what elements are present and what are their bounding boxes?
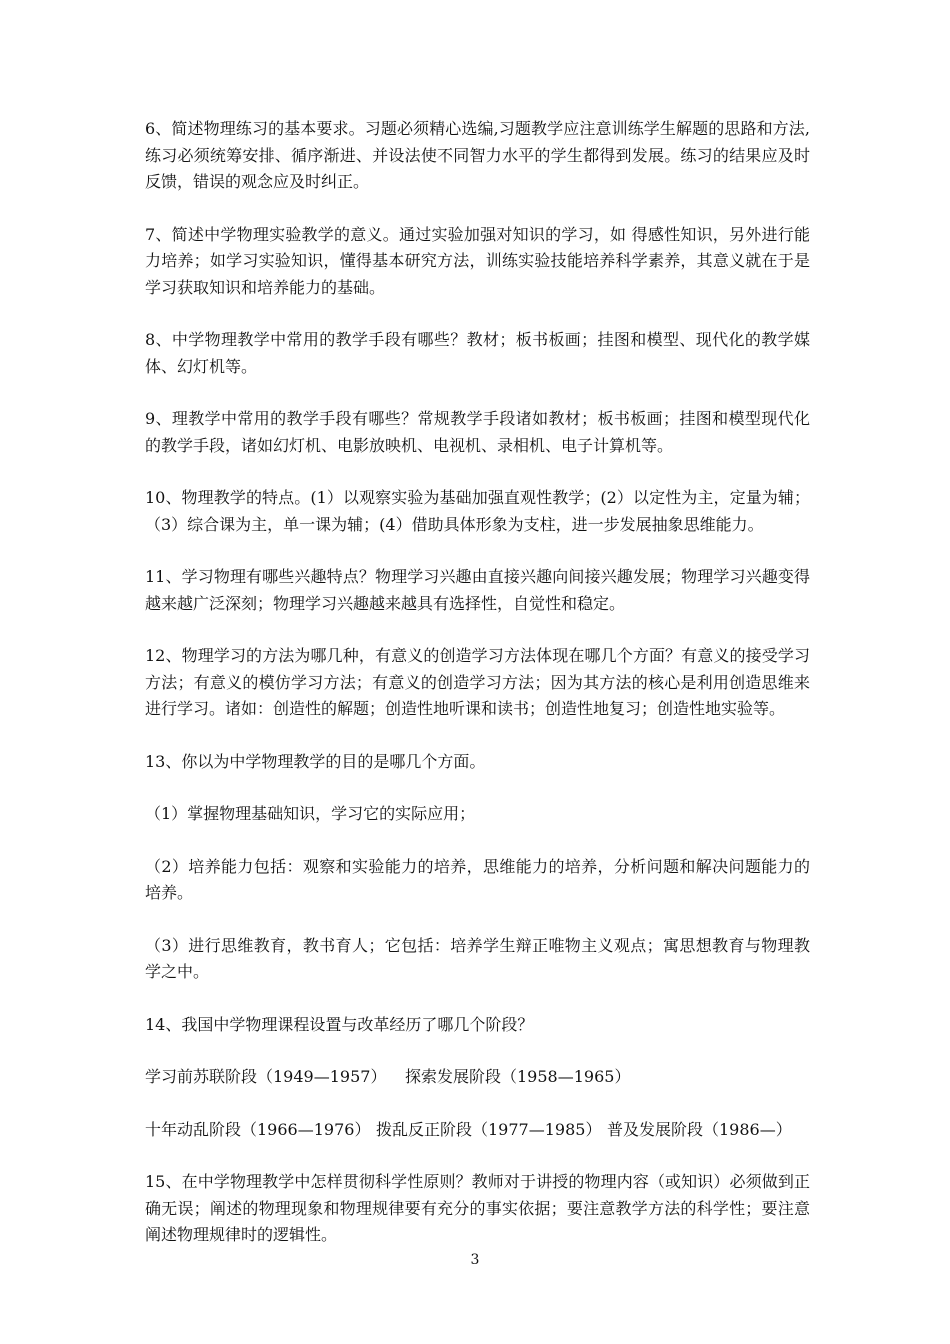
paragraph-q15: 15、在中学物理教学中怎样贯彻科学性原则？教师对于讲授的物理内容（或知识）必须做到正确无误；阐述的物理现象和物理规律要有充分的事实依据；要注意教学方法的科学性；要注意阐述物理规律时的逻辑性。	[145, 1172, 810, 1244]
stage-item: 十年动乱阶段（1966—1976）	[145, 1119, 371, 1139]
paragraph-q12: 12、物理学习的方法为哪几种，有意义的创造学习方法体现在哪几个方面？有意义的接受学习方法；有意义的模仿学习方法；有意义的创造学习方法；因为其方法的核心是利用创造思维来进行学习。诸如：创造性的解题；创造性地听课和读书；创造性地复习；创造性地实验等。	[145, 646, 810, 718]
paragraph-q13-item-3: （3）进行思维教育，教书育人；它包括：培养学生辩正唯物主义观点；寓思想教育与物理教学之中。	[145, 935, 810, 981]
stage-item: 学习前苏联阶段（1949—1957）	[145, 1067, 387, 1086]
page-number: 3	[470, 1252, 480, 1268]
paragraph-q14: 14、我国中学物理课程设置与改革经历了哪几个阶段？	[145, 1014, 534, 1034]
paragraph-q6: 6、简述物理练习的基本要求。习题必须精心选编,习题教学应注意训练学生解题的思路和方法,练习必须统筹安排、循序渐进、并设法使不同智力水平的学生都得到发展。练习的结果应及时反馈，错误的观念应及时纠正。	[145, 119, 810, 191]
paragraph-q9: 9、理教学中常用的教学手段有哪些？常规教学手段诸如教材；板书板画；挂图和模型现代化的教学手段，诸如幻灯机、电影放映机、电视机、录相机、电子计算机等。	[145, 409, 810, 455]
paragraph-q13-item-1: （1）掌握物理基础知识，学习它的实际应用；	[145, 804, 476, 823]
stage-item: 拨乱反正阶段（1977—1985）	[376, 1119, 602, 1139]
paragraph-q11: 11、学习物理有哪些兴趣特点？物理学习兴趣由直接兴趣向间接兴趣发展；物理学习兴趣变得越来越广泛深刻；物理学习兴趣越来越具有选择性，自觉性和稳定。	[145, 567, 810, 613]
stages-row-1	[145, 1064, 810, 1091]
paragraph-q13: 13、你以为中学物理教学的目的是哪几个方面。	[145, 751, 486, 771]
paragraph-q10: 10、物理教学的特点。(1）以观察实验为基础加强直观性教学；(2）以定性为主，定量为辅；（3）综合课为主，单一课为辅；(4）借助具体形象为支柱，进一步发展抽象思维能力。	[145, 488, 810, 534]
page-content	[145, 116, 810, 1275]
stages-row-2	[145, 1117, 810, 1144]
stage-item: 探索发展阶段（1958—1965）	[405, 1067, 631, 1086]
paragraph-q7: 7、简述中学物理实验教学的意义。通过实验加强对知识的学习，如 得感性知识，另外进行能力培养；如学习实验知识，懂得基本研究方法，训练实验技能培养科学素养，其意义就在于是学习获取知识和培养能力的基础。	[145, 224, 810, 297]
paragraph-q13-item-2: （2）培养能力包括：观察和实验能力的培养，思维能力的培养，分析问题和解决问题能力的培养。	[145, 856, 810, 902]
paragraph-q8: 8、中学物理教学中常用的教学手段有哪些？教材；板书板画；挂图和模型、现代化的教学媒体、幻灯机等。	[145, 330, 810, 376]
stage-item: 普及发展阶段（1986—）	[607, 1119, 792, 1139]
